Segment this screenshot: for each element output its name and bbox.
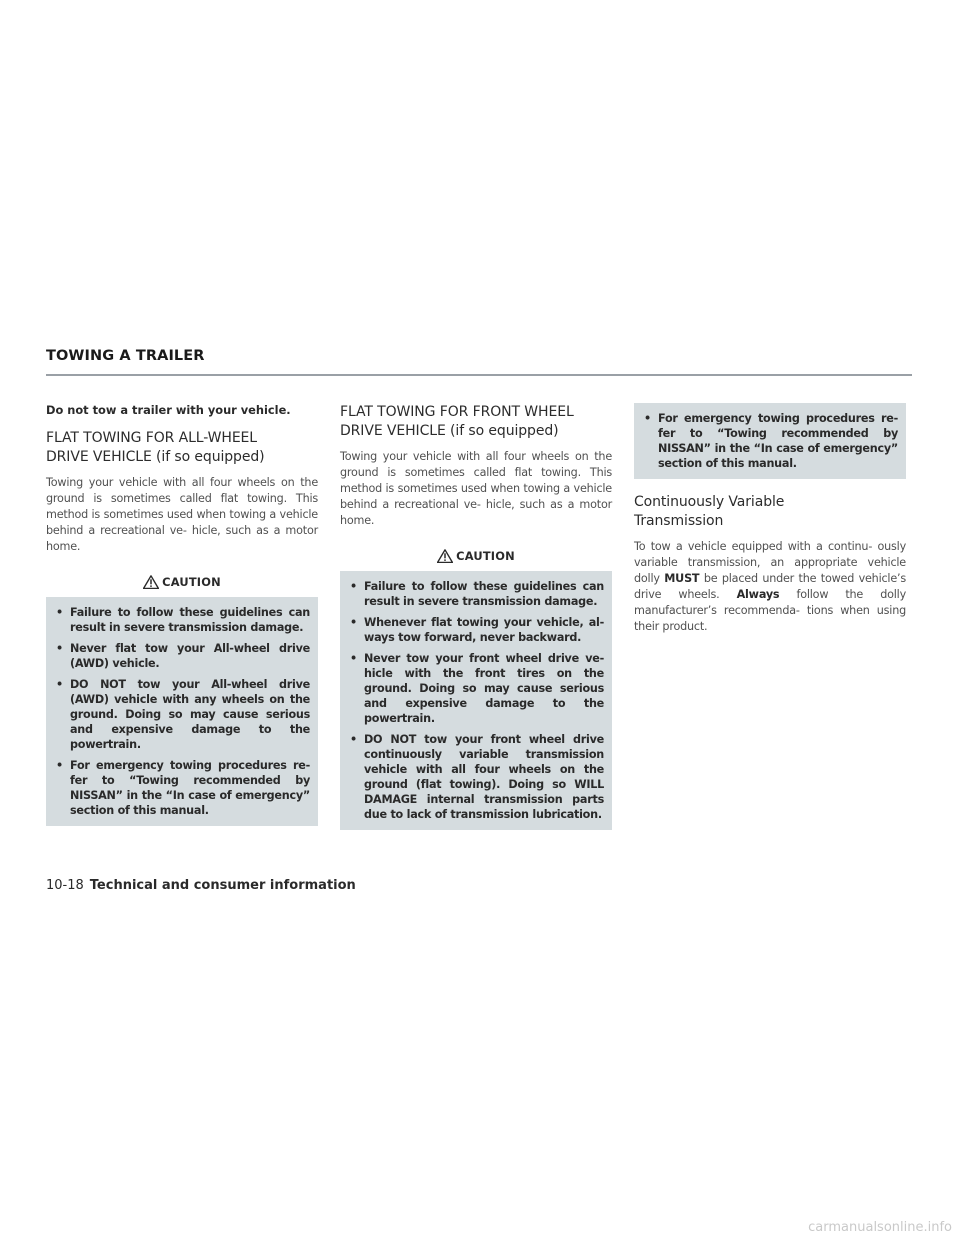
- heading-awd-flat-towing: [46, 429, 318, 467]
- heading-line: FLAT TOWING FOR FRONT WHEEL: [340, 404, 574, 420]
- heading-line: DRIVE VEHICLE (if so equipped): [340, 423, 559, 439]
- body-paragraph: [634, 539, 906, 635]
- caution-item-text: DO NOT tow your All-wheel drive (AWD) vehicle with any wheels on the ground. Doing so may cause serious and expensive damage to the powertrain.: [70, 678, 310, 751]
- caution-box: [46, 597, 318, 826]
- warning-triangle-icon: [437, 549, 453, 563]
- section-header: TOWING A TRAILER: [46, 348, 205, 364]
- caution-item-text: Failure to follow these guidelines can result in severe transmission damage.: [70, 606, 310, 634]
- page-footer: [46, 878, 356, 893]
- caution-item-text: Whenever flat towing your vehicle, al- ways tow forward, never backward.: [364, 616, 604, 644]
- caution-item: [54, 758, 310, 818]
- column-1: [46, 403, 318, 826]
- caution-item-text: Failure to follow these guidelines can result in severe transmission damage.: [364, 580, 604, 608]
- body-paragraph: Towing your vehicle with all four wheels on the ground is sometimes called flat towing. This method is sometimes used when towing a vehicle behind a recreational ve- hicle, such as a motor home.: [46, 476, 318, 553]
- caution-label: CAUTION: [456, 549, 515, 563]
- body-text: be placed under the towed vehicle’s drive wheels.: [634, 572, 907, 601]
- emphasis-always: Always: [736, 588, 780, 601]
- watermark: carmanualsonline.info: [808, 1220, 952, 1235]
- caution-item: [348, 732, 604, 822]
- heading-line: FLAT TOWING FOR ALL-WHEEL: [46, 430, 258, 446]
- heading-cvt: [634, 493, 906, 531]
- caution-item: [348, 615, 604, 645]
- heading-fwd-flat-towing: [340, 403, 612, 441]
- caution-item: [642, 411, 898, 471]
- bullet-icon: •: [350, 733, 357, 746]
- caution-box-continued: [634, 403, 906, 479]
- bullet-icon: •: [350, 652, 357, 665]
- header-rule: [46, 374, 912, 376]
- body-text: follow the dolly manufacturer’s recommenda- tions when using their product.: [634, 588, 906, 633]
- bullet-icon: •: [350, 616, 357, 629]
- bullet-icon: •: [56, 678, 63, 691]
- caution-list: [642, 411, 898, 471]
- heading-line: Transmission: [634, 513, 724, 529]
- caution-box: [340, 571, 612, 830]
- caution-item-text: For emergency towing procedures re- fer to “Towing recommended by NISSAN” in the “In case of emergency” section of this manual.: [658, 412, 898, 470]
- caution-item: [54, 677, 310, 752]
- caution-item-text: DO NOT tow your front wheel drive continuously variable transmission vehicle with all four wheels on the ground (flat towing). Doing so WILL DAMAGE internal transmission parts due to lack of transmission lubrication.: [364, 733, 604, 821]
- caution-item: [54, 605, 310, 635]
- caution-item-text: Never tow your front wheel drive ve- hicle with the front tires on the ground. Doing so may cause serious and expensive damage to the powertrain.: [364, 652, 604, 725]
- caution-title: [340, 545, 612, 567]
- column-3: [634, 403, 906, 651]
- caution-item: [348, 579, 604, 609]
- caution-item: [348, 651, 604, 726]
- bullet-icon: •: [56, 606, 63, 619]
- heading-line: Continuously Variable: [634, 494, 785, 510]
- emphasis-must: MUST: [664, 572, 700, 585]
- lead-warning: Do not tow a trailer with your vehicle.: [46, 403, 291, 417]
- body-text: To tow a vehicle equipped with a continu- ously variable transmission, an appropriate vehicle dolly: [634, 540, 906, 585]
- warning-triangle-icon: [143, 575, 159, 589]
- page-number: 10-18: [46, 878, 84, 893]
- body-paragraph: Towing your vehicle with all four wheels on the ground is sometimes called flat towing. This method is sometimes used when towing a vehicle behind a recreational ve- hicle, such as a motor home.: [340, 450, 612, 527]
- caution-label: CAUTION: [162, 575, 221, 589]
- caution-item-text: Never flat tow your All-wheel drive (AWD) vehicle.: [70, 642, 310, 670]
- chapter-title: Technical and consumer information: [89, 878, 356, 893]
- caution-title: [46, 571, 318, 593]
- caution-item: [54, 641, 310, 671]
- caution-list: [54, 605, 310, 818]
- bullet-icon: •: [350, 580, 357, 593]
- caution-list: [348, 579, 604, 822]
- bullet-icon: •: [56, 642, 63, 655]
- bullet-icon: •: [56, 759, 63, 772]
- caution-item-text: For emergency towing procedures re- fer to “Towing recommended by NISSAN” in the “In case of emergency” section of this manual.: [70, 759, 310, 817]
- column-2: [340, 403, 612, 830]
- bullet-icon: •: [644, 412, 651, 425]
- heading-line: DRIVE VEHICLE (if so equipped): [46, 449, 265, 465]
